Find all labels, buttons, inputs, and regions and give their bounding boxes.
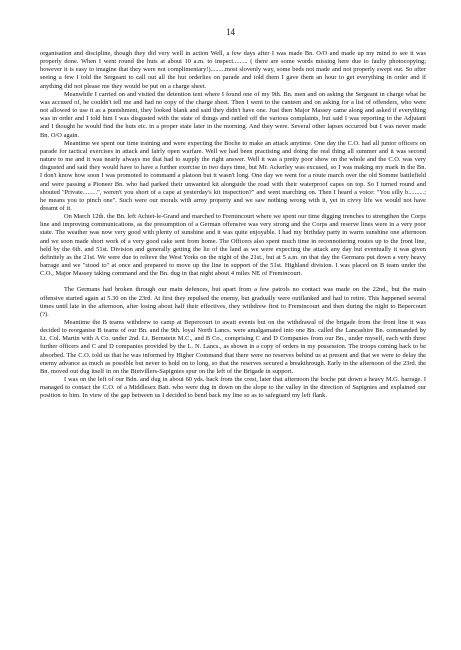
page-number: 14	[226, 27, 235, 37]
paragraph: Meantime the B teams withdrew to camp at Bepercourt to await events but on the withdrawal of the brigade from the front line it was decided to reorganise B teams of our Bn. and the 9th. loyal North Lancs. were amalgamated into one Bn. called the Lancashire Bn. commanded by Lt. Col. Martin with A Co. under 2nd. Lt. Bernstein M.C., and B Co., comprising C and D Companies from our Bn., under myself, each with three further officers and C and D companies provided by the L. N. Lancs., as shown in a copy of orders in my possession. The troops coming back to be absorbed. The C.O. told us that he was informed by Higher Command that there were no reserves behind us at present and that we were to delay the enemy advance as much as possible but never to hold on to long, so that the reserves secured a breakthrough. Early in the afternoon of the 23rd. the Bn. moved out dug itself in on the Bietvillers-Sapignies spur on the left of the Brigade in support.	[40, 319, 426, 375]
paragraph: I was on the left of our Bdn. and dug in about 60 yds. back from the crest, later that afternoon the boche put down a heavy M.G. barrage. I managed to contact the C.O. of a Middlesex Batt. who were dug in down on the slope to the valley in the direction of Sapignies and explained our position to him. In view of the gap between us I decided to bend back my line so as to safeguard my left flank.	[40, 376, 426, 400]
paragraph: On March 12th. the Bn. left Achiet-le-Grand and marched to Fremincourt where we spent our time digging trenches to strengthen the Corps line and improving communications, as the presumption of a German offensive was very strong and the Corps and reserve lines were in a very poor state. The weather was now very good with plenty of sunshine and it was quite enjoyable. I had my birthday party in warm sunshine one afternoon and we soon made short work of a very good cake sent from home. The Officers also spent much time in reconnoitering routes up to the front line, held by the 6th. and 51st. Division and generally getting the lie of the land as we were expecting the attack any day but eventually it was given definitely as the 21st. We were due to relieve the West Yorks on the night of the 21st., but at 5 a.m. on that day the Germans put down a very heavy barrage and we "stood to" at once and prepared to move up the line in support of the 51st. Highland division. I was placed on B team under the C.O., Major Massey taking command and the Bn. dug in that night about 4 miles NE of Fremincourt.	[40, 213, 426, 278]
paragraph: Meantime we spent our time training and were expecting the Boche to make an attack anytime. One day the C.O. had all junior officers on parade for tactical exercises in attack and fairly open warfare. Well we had been practising and doing the real thing all summer and it was second nature to me and it was nearly always me that had to supply the right answer. Well it was a pretty poor show on the whole and the C.O. was very disgusted and said they would have to have a further exercise in two days time, but Mr. Ackerley was excused, so I was making my mark in the Bn. I don't know how soon I was promoted to command a platoon but it wasn't long. One day we went for a route march over the old Somme battlefield and were passing a Pioneer Bn. who had parked their unwanted kit alongside the road with their waterproof capes on top. So I turned round and shouted "Private.........", weren't you short of a cape at yesterday's kit inspection?" and went marching on. Then I heard a voice: "You silly b..........; he means you to pinch one". Such were our morals with army property and we saw nothing wrong with it, yet in civvy life we would not have dreamt of it.	[40, 139, 426, 212]
paragraph: The Germans had broken through our main defences, but apart from a few patrols no contact was made on the 22nd., but the main offensive started again at 5.30 on the 23rd. At first they repulsed the enemy, but gradually were outflanked and had to retire. This happened several times until late in the afternoon, after losing about half their effectives, they withdrew first to Fremincourt and then during the night to Bepercourt (?).	[40, 286, 426, 318]
body-text	[40, 50, 426, 401]
paragraph: organisation and discipline, though they did very well in action Well, a few days after I was made Bn. O/O and made up my mind to see it was properly done. When I went round the huts at about 10 a.m. to inspect......... ( there are some words missing here due to faulty photocopying; however it is easy to imagine that they were not complimentary!).........most slovenly way, some beds not made and not properly swept out. So after seeing a few I told the Sergeant to call out all the hut orderlies on parade and told them I gave them an hour to get everything in order and if anything did not please me they would be put on a charge sheet.	[40, 50, 426, 90]
paragraph: Meanwhile I carried on and visited the detention tent where I found one of my 9th. Bn. men and on asking the Sergeant in charge what he was accused of, he couldn't tell me and had no copy of the charge sheet. Then I went to the canteen and on asking for a list of offenders, who were not allowed to use it as a punishment, they looked blank and said they didn't have one. Just then Major Massey came along and asked if everything was in order and I told him I was disgusted with the state of things and rattled off the various complaints, but said I was reporting to the Adjutant and I thought he would find the huts etc. in a proper state later in the morning. And they were. Several other lapses occurred but I was never made Bn. O/O again.	[40, 90, 426, 139]
